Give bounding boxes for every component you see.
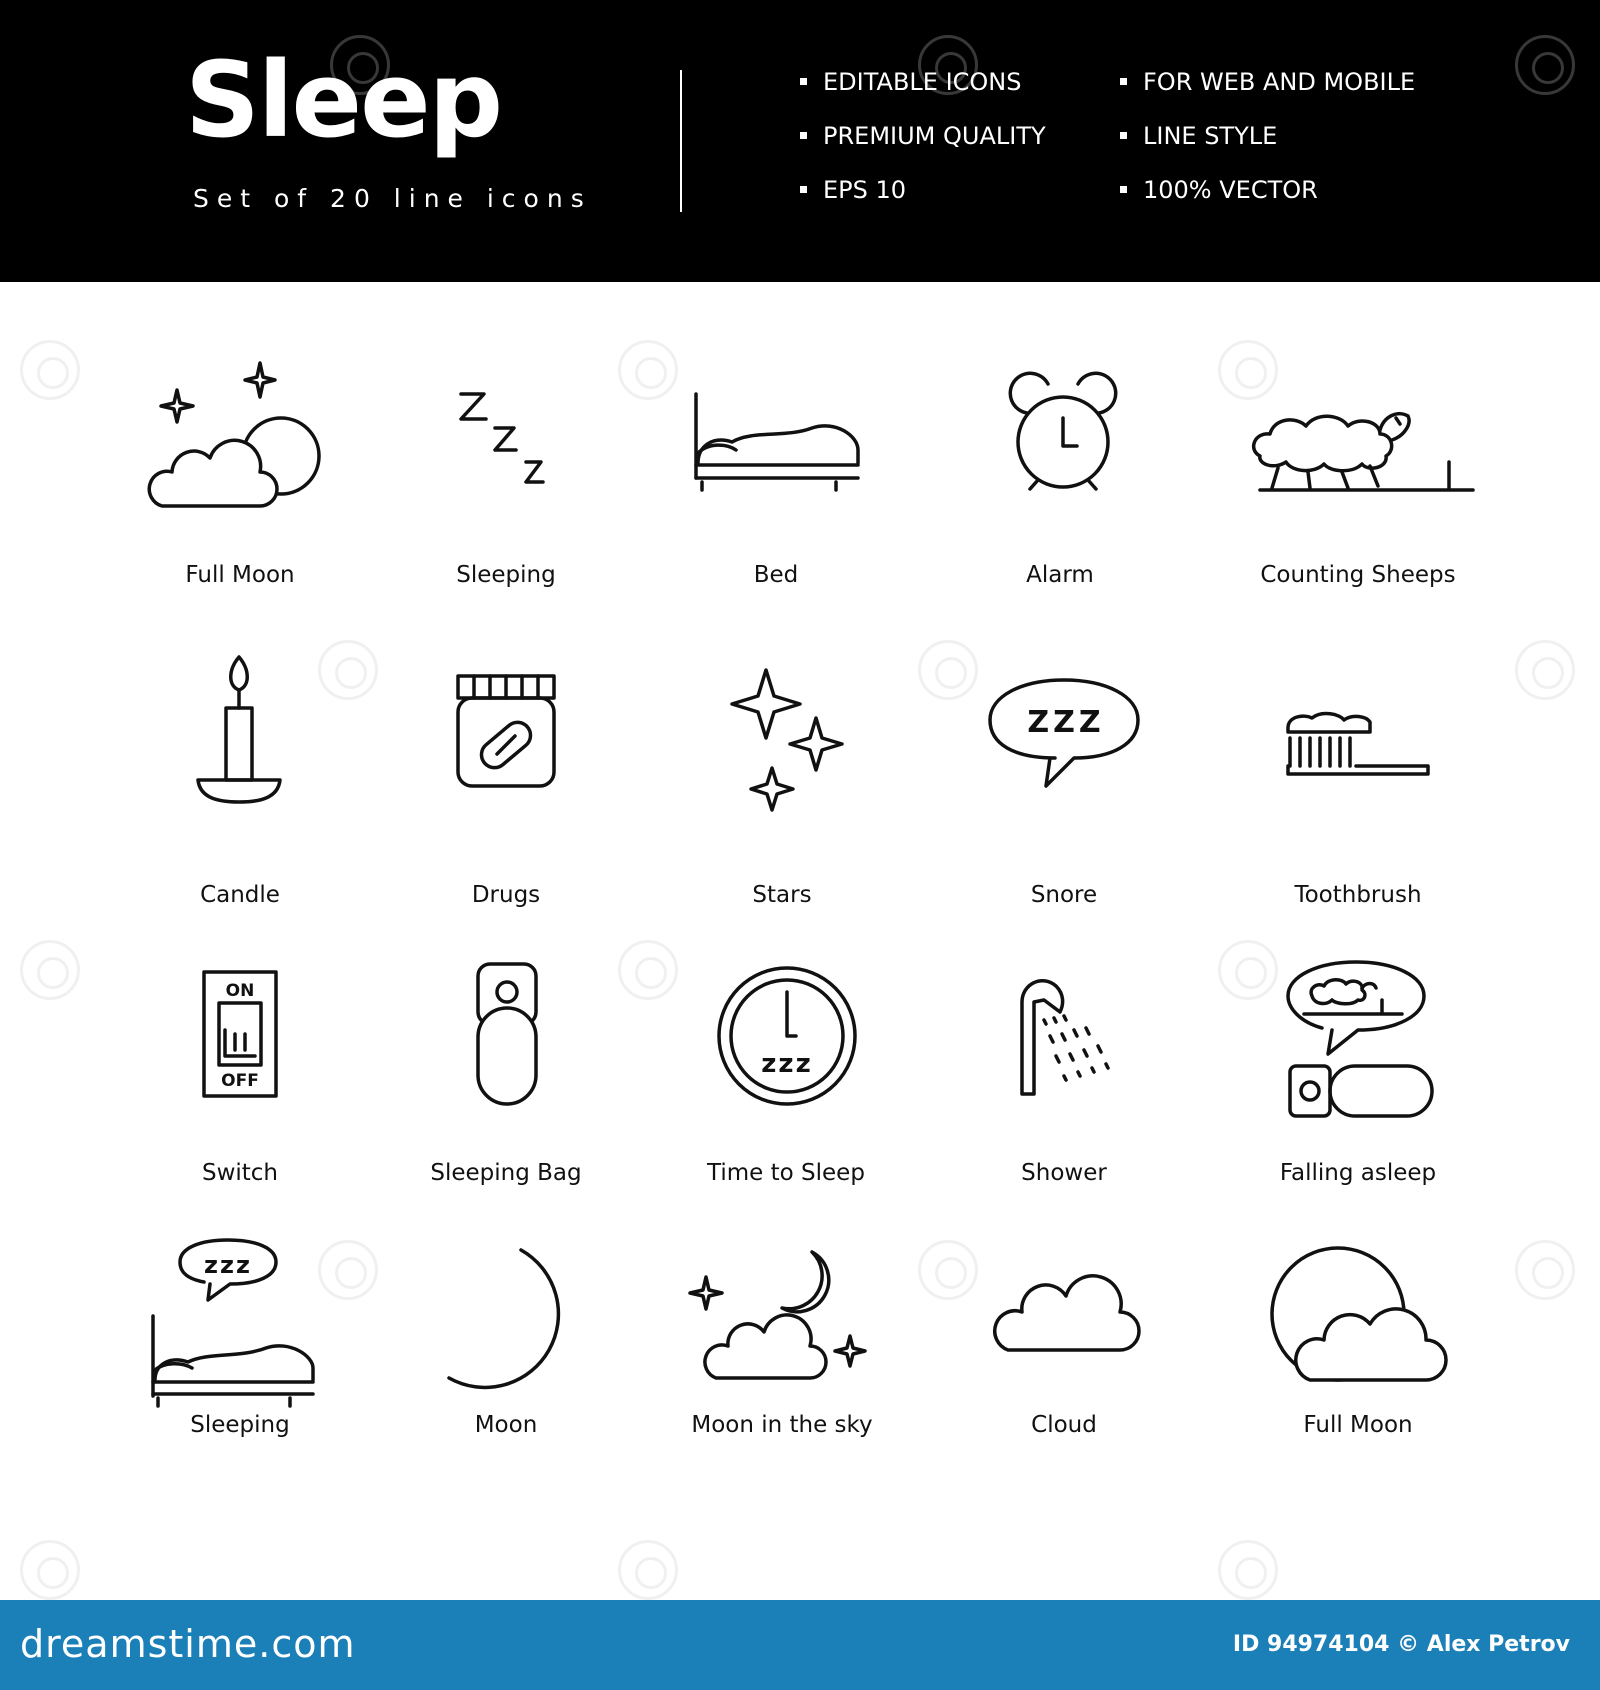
footer-brand: dreamstime.com xyxy=(20,1622,356,1666)
clock-zzz-icon xyxy=(646,958,926,1138)
page-title: Sleep xyxy=(185,39,502,161)
footer-credit: ID 94974104 © Alex Petrov xyxy=(1232,1632,1570,1657)
clock-zzz-text: zzz xyxy=(761,1049,813,1079)
bed-zzz-text: zzz xyxy=(204,1251,252,1279)
icon-label: Alarm xyxy=(1026,562,1094,588)
watermark-icon xyxy=(20,340,80,400)
page-subtitle: Set of 20 line icons xyxy=(193,184,592,213)
watermark-icon xyxy=(20,940,80,1000)
header-banner xyxy=(0,0,1600,282)
snore-text: ZZZ xyxy=(1027,705,1105,740)
moon-cloud-stars-icon xyxy=(100,350,380,530)
candle-icon xyxy=(100,654,380,834)
shower-icon xyxy=(924,958,1204,1138)
icon-label: Snore xyxy=(1030,882,1098,908)
icon-grid xyxy=(0,282,1600,1600)
icon-label: Moon xyxy=(474,1412,538,1438)
bed-zzz-icon xyxy=(100,1242,380,1422)
switch-off-text: OFF xyxy=(221,1071,259,1091)
sheep-icon xyxy=(1218,350,1498,530)
alarm-clock-icon xyxy=(920,350,1200,530)
feature-item: PREMIUM QUALITY xyxy=(800,124,1046,148)
sleeping-bag-icon xyxy=(366,958,646,1138)
icon-label: Shower xyxy=(1021,1160,1107,1186)
switch-on-text: ON xyxy=(225,981,255,1001)
icon-label: Stars xyxy=(752,882,812,908)
icon-label: Switch xyxy=(201,1160,279,1186)
watermark-icon xyxy=(618,1540,678,1600)
stars-icon xyxy=(642,654,922,834)
bed-icon xyxy=(636,350,916,530)
icon-label: Candle xyxy=(200,882,280,908)
feature-item: EPS 10 xyxy=(800,178,906,202)
icon-label: Toothbrush xyxy=(1294,882,1422,908)
header-divider xyxy=(680,70,682,212)
light-switch-icon xyxy=(100,958,380,1138)
zzz-icon xyxy=(366,350,646,530)
icon-label: Cloud xyxy=(1031,1412,1097,1438)
toothbrush-icon xyxy=(1218,654,1498,834)
icon-label: Counting Sheeps xyxy=(1260,562,1456,588)
footer-bar xyxy=(0,1600,1600,1690)
icon-label: Time to Sleep xyxy=(707,1160,865,1186)
watermark-icon xyxy=(1218,1540,1278,1600)
feature-item: 100% VECTOR xyxy=(1120,178,1318,202)
pill-jar-icon xyxy=(366,654,646,834)
icon-label: Falling asleep xyxy=(1279,1160,1437,1186)
icon-label: Sleeping Bag xyxy=(430,1160,582,1186)
watermark-icon xyxy=(1515,35,1575,95)
feature-item: EDITABLE ICONS xyxy=(800,70,1021,94)
icon-label: Bed xyxy=(753,562,799,588)
cloud-icon xyxy=(924,1242,1204,1422)
snore-bubble-icon xyxy=(924,654,1204,834)
icon-label: Sleeping xyxy=(456,562,556,588)
feature-item: FOR WEB AND MOBILE xyxy=(1120,70,1415,94)
dreaming-person-icon xyxy=(1218,958,1498,1138)
watermark-icon xyxy=(20,1540,80,1600)
watermark-icon xyxy=(1515,640,1575,700)
icon-label: Moon in the sky xyxy=(691,1412,873,1438)
crescent-moon-icon xyxy=(366,1242,646,1422)
feature-item: LINE STYLE xyxy=(1120,124,1277,148)
feature-list xyxy=(800,70,1480,230)
full-moon-cloud-icon xyxy=(1218,1242,1498,1422)
crescent-cloud-stars-icon xyxy=(642,1242,922,1422)
icon-label: Sleeping xyxy=(190,1412,290,1438)
icon-label: Full Moon xyxy=(1303,1412,1413,1438)
icon-label: Drugs xyxy=(471,882,541,908)
watermark-icon xyxy=(1515,1240,1575,1300)
icon-label: Full Moon xyxy=(185,562,295,588)
